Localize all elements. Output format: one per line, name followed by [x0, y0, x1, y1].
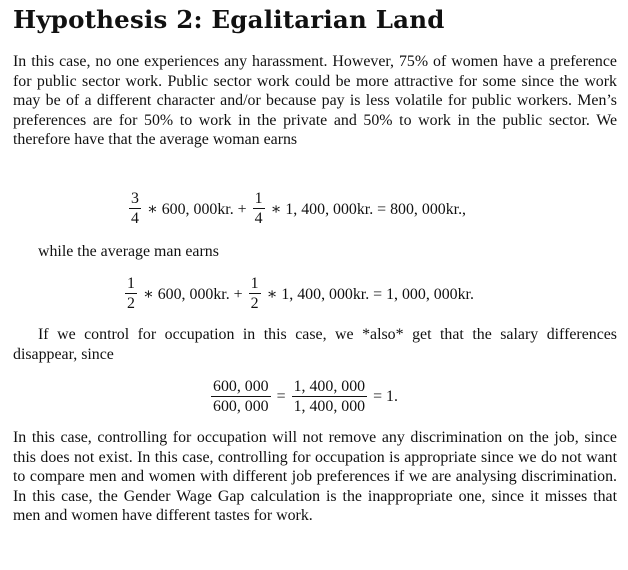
denominator: 2	[127, 295, 135, 313]
equation-man-earnings	[122, 275, 477, 313]
numerator: 1	[127, 275, 135, 292]
equals-sign: =	[276, 387, 286, 405]
paragraph-intro: In this case, no one experiences any harassment. However, 75% of women have a preference for public sector work. Public sector work could be more attractive for some since the work may be of a different character and/or because pay is less volatile for public workers. Men’s preferences are for 50% to work in the private and 50% to work in the public sector. We therefore have that the average woman earns	[13, 53, 617, 149]
fraction	[211, 378, 271, 416]
fraction	[292, 378, 368, 416]
fraction	[125, 275, 137, 313]
numerator: 1	[250, 275, 259, 292]
fraction	[129, 190, 141, 228]
denominator: 600, 000	[213, 398, 269, 416]
equation-result: = 1.	[373, 387, 398, 405]
equation-term: ∗ 1, 400, 000kr. = 800, 000kr.,	[270, 200, 467, 218]
denominator: 4	[254, 210, 263, 228]
numerator: 3	[131, 190, 139, 207]
denominator: 2	[250, 295, 259, 313]
equation-ratio	[208, 378, 401, 416]
fraction	[253, 190, 265, 228]
paragraph-control: If we control for occupation in this case, we *also* get that the salary differences disappear, since	[13, 326, 617, 363]
section-heading: Hypothesis 2: Egalitarian Land	[13, 5, 445, 34]
numerator: 1, 400, 000	[293, 378, 366, 395]
equation-term: ∗ 1, 400, 000kr. = 1, 000, 000kr.	[266, 285, 474, 303]
paragraph-man: while the average man earns	[38, 243, 219, 260]
denominator: 1, 400, 000	[293, 398, 366, 416]
numerator: 1	[254, 190, 263, 207]
paragraph-conclusion: In this case, controlling for occupation will not remove any discrimination on the job, since this does not exist. In this case, controlling for occupation is appropriate since we do not want to compare men and women with different job preferences if we are analysing discrimination. In this case, the Gender Wage Gap calculation is the inappropriate one, since it misses that men and women have different tastes for work.	[13, 429, 617, 525]
equation-term: ∗ 600, 000kr. +	[146, 200, 247, 218]
fraction	[249, 275, 261, 313]
equation-woman-earnings	[126, 190, 469, 228]
equation-term: ∗ 600, 000kr. +	[142, 285, 243, 303]
numerator: 600, 000	[213, 378, 269, 395]
denominator: 4	[131, 210, 139, 228]
